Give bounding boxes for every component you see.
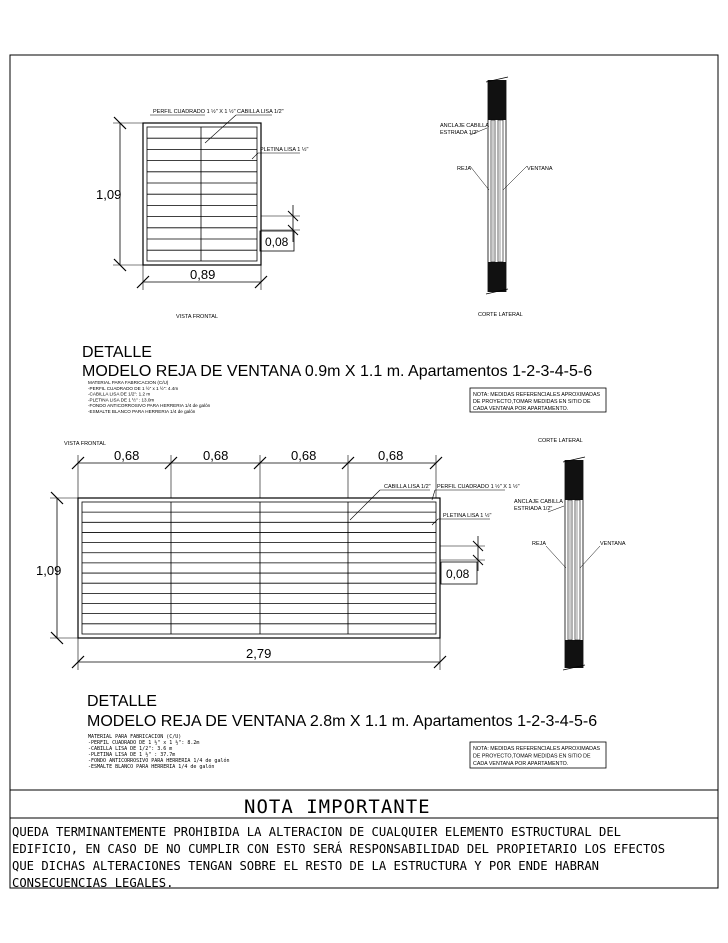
important-line: CONSECUENCIAS LEGALES.: [12, 876, 174, 890]
material-line: MATERIAL PARA FABRICACION (C/U): [88, 734, 182, 740]
drawing1-dimensions: [96, 117, 300, 290]
nota-line: CADA VENTANA POR APARTAMENTO.: [473, 406, 569, 412]
drawing2-dimensions: [36, 448, 485, 670]
drawing2-label-reja: REJA: [532, 541, 547, 547]
drawing1-label-ventana: VENTANA: [527, 166, 553, 172]
material-line: -CABILLA LISA DE 1/2": 1.2 m: [88, 391, 151, 397]
wall-section-top: [565, 460, 583, 500]
grille1-slats: [147, 138, 257, 250]
dim1-depth-text: 0,08: [265, 235, 289, 249]
important-line: QUE DICHAS ALTERACIONES TENGAN SOBRE EL RESTO DE LA ESTRUCTURA Y POR ENDE HABRAN: [12, 859, 599, 873]
material-line: -ESMALTE BLANCO PARA HERRERIA 1/4 de galón: [88, 764, 215, 770]
leader-reja: [470, 166, 489, 190]
drawing2-leaders: [350, 483, 520, 525]
drawing2-nota: [473, 746, 601, 767]
drawing2-title2: MODELO REJA DE VENTANA 2.8m X 1.1 m. Apartamentos 1-2-3-4-5-6: [87, 713, 598, 730]
drawing2-side-section: [514, 457, 626, 670]
dim1-height-text: 1,09: [96, 187, 122, 202]
drawing2-label-cabilla: CABILLA LISA 1/2": [384, 484, 431, 490]
wall-section-top: [488, 80, 506, 120]
drawing1-label-reja: REJA: [457, 166, 472, 172]
nota-line: NOTA: MEDIDAS REFERENCIALES APROXIMADAS: [473, 746, 601, 752]
drawing1-nota: [473, 392, 601, 412]
dim2-module-text: 0,68: [114, 448, 140, 463]
wall-section-bottom: [488, 262, 506, 292]
material-line: -FONDO ANTICORROSIVO PARA HERRERIA 1/4 de galón: [88, 403, 211, 409]
drawing1-view-side: CORTE LATERAL: [478, 312, 523, 318]
drawing2-materials: [88, 734, 229, 770]
dim2-depth-text: 0,08: [446, 567, 470, 581]
leader-ventana: [503, 166, 527, 190]
material-line: -PERFIL CUADRADO DE 1 ½" x 1 ½": 4.4m: [88, 385, 179, 391]
grille2-slats: [82, 512, 436, 624]
drawing1-label-anclaje2: ESTRIADA 1/2": [440, 130, 479, 136]
material-line: -PERFIL CUADRADO DE 1 ½" x 1 ½": 8.2m: [88, 740, 200, 746]
window-profile: [575, 500, 580, 640]
dim1-width-text: 0,89: [190, 267, 216, 282]
material-line: -PLETINA LISA DE 1 ½" : 13.0m: [88, 397, 155, 403]
material-line: -FONDO ANTICORROSIVO PARA HERRERIA 1/4 de galón: [88, 758, 230, 764]
drawing2-view-side: CORTE LATERAL: [538, 438, 583, 444]
drawing2-label-ventana: VENTANA: [600, 541, 626, 547]
nota-line: NOTA: MEDIDAS REFERENCIALES APROXIMADAS: [473, 392, 601, 398]
material-line: MATERIAL PARA FABRICACION (C/U): [88, 380, 169, 385]
drawing1-leaders: [150, 108, 308, 159]
dim2-module-text: 0,68: [203, 448, 229, 463]
important-heading: NOTA IMPORTANTE: [244, 796, 431, 818]
dim2-height-text: 1,09: [36, 563, 62, 578]
grille2-outer-frame: [78, 498, 440, 638]
drawing2-label-perfil: PERFIL CUADRADO 1 ½" X 1 ½": [437, 484, 520, 490]
nota-line: CADA VENTANA POR APARTAMENTO.: [473, 761, 569, 767]
drawing2-label-anclaje2: ESTRIADA 1/2": [514, 506, 553, 512]
important-line: QUEDA TERMINANTEMENTE PROHIBIDA LA ALTERACION DE CUALQUIER ELEMENTO ESTRUCTURAL DEL: [12, 825, 622, 839]
important-text: [12, 825, 665, 890]
important-line: EDIFICIO, EN CASO DE NO CUMPLIR CON ESTO SERÁ RESPONSABILIDAD DEL PROPIETARIO LOS EFECTOS: [12, 842, 666, 856]
drawing2-front-view: [78, 498, 440, 638]
window-profile: [498, 120, 503, 262]
nota-line: DE PROYECTO,TOMAR MEDIDAS EN SITIO DE: [473, 399, 591, 405]
leader-cabilla-pointer: [205, 115, 236, 143]
drawing1-front-view: [143, 123, 261, 265]
drawing1-label-anclaje: ANCLAJE CABILLA: [440, 123, 489, 129]
dim2-width-text: 2,79: [246, 646, 272, 661]
drawing1-view-front: VISTA FRONTAL: [176, 314, 218, 320]
drawing2-title1: DETALLE: [87, 693, 157, 710]
drawing2-label-anclaje: ANCLAJE CABILLA: [514, 499, 563, 505]
drawing2-label-pletina: PLETINA LISA 1 ½": [443, 513, 492, 519]
drawing2-view-front: VISTA FRONTAL: [64, 441, 106, 447]
material-line: -PLETINA LISA DE 1 ½" : 37.7m: [88, 752, 176, 758]
material-line: -CABILLA LISA DE 1/2": 3.6 m: [88, 746, 173, 752]
material-line: -ESMALTE BLANCO PARA HERRERIA 1/4 de galón: [88, 409, 196, 414]
drawing1-title2: MODELO REJA DE VENTANA 0.9m X 1.1 m. Apartamentos 1-2-3-4-5-6: [82, 363, 593, 380]
drawing1-side-section: [440, 77, 553, 294]
grille2-inner-frame: [82, 502, 436, 634]
drawing1-title1: DETALLE: [82, 344, 152, 361]
drawing1-materials: [88, 380, 211, 414]
leader-reja: [546, 546, 566, 568]
drawing1-label-pletina: PLETINA LISA 1 ½": [260, 147, 309, 153]
drawing1-label-cabilla: CABILLA LISA 1/2": [237, 109, 284, 115]
leader-cabilla-pointer: [350, 490, 380, 520]
nota-line: DE PROYECTO,TOMAR MEDIDAS EN SITIO DE: [473, 753, 591, 760]
drawing1-label-perfil: PERFIL CUADRADO 1 ½" X 1 ½": [153, 109, 236, 115]
dim2-module-text: 0,68: [291, 448, 317, 463]
wall-section-bottom: [565, 640, 583, 668]
dim2-module-text: 0,68: [378, 448, 404, 463]
